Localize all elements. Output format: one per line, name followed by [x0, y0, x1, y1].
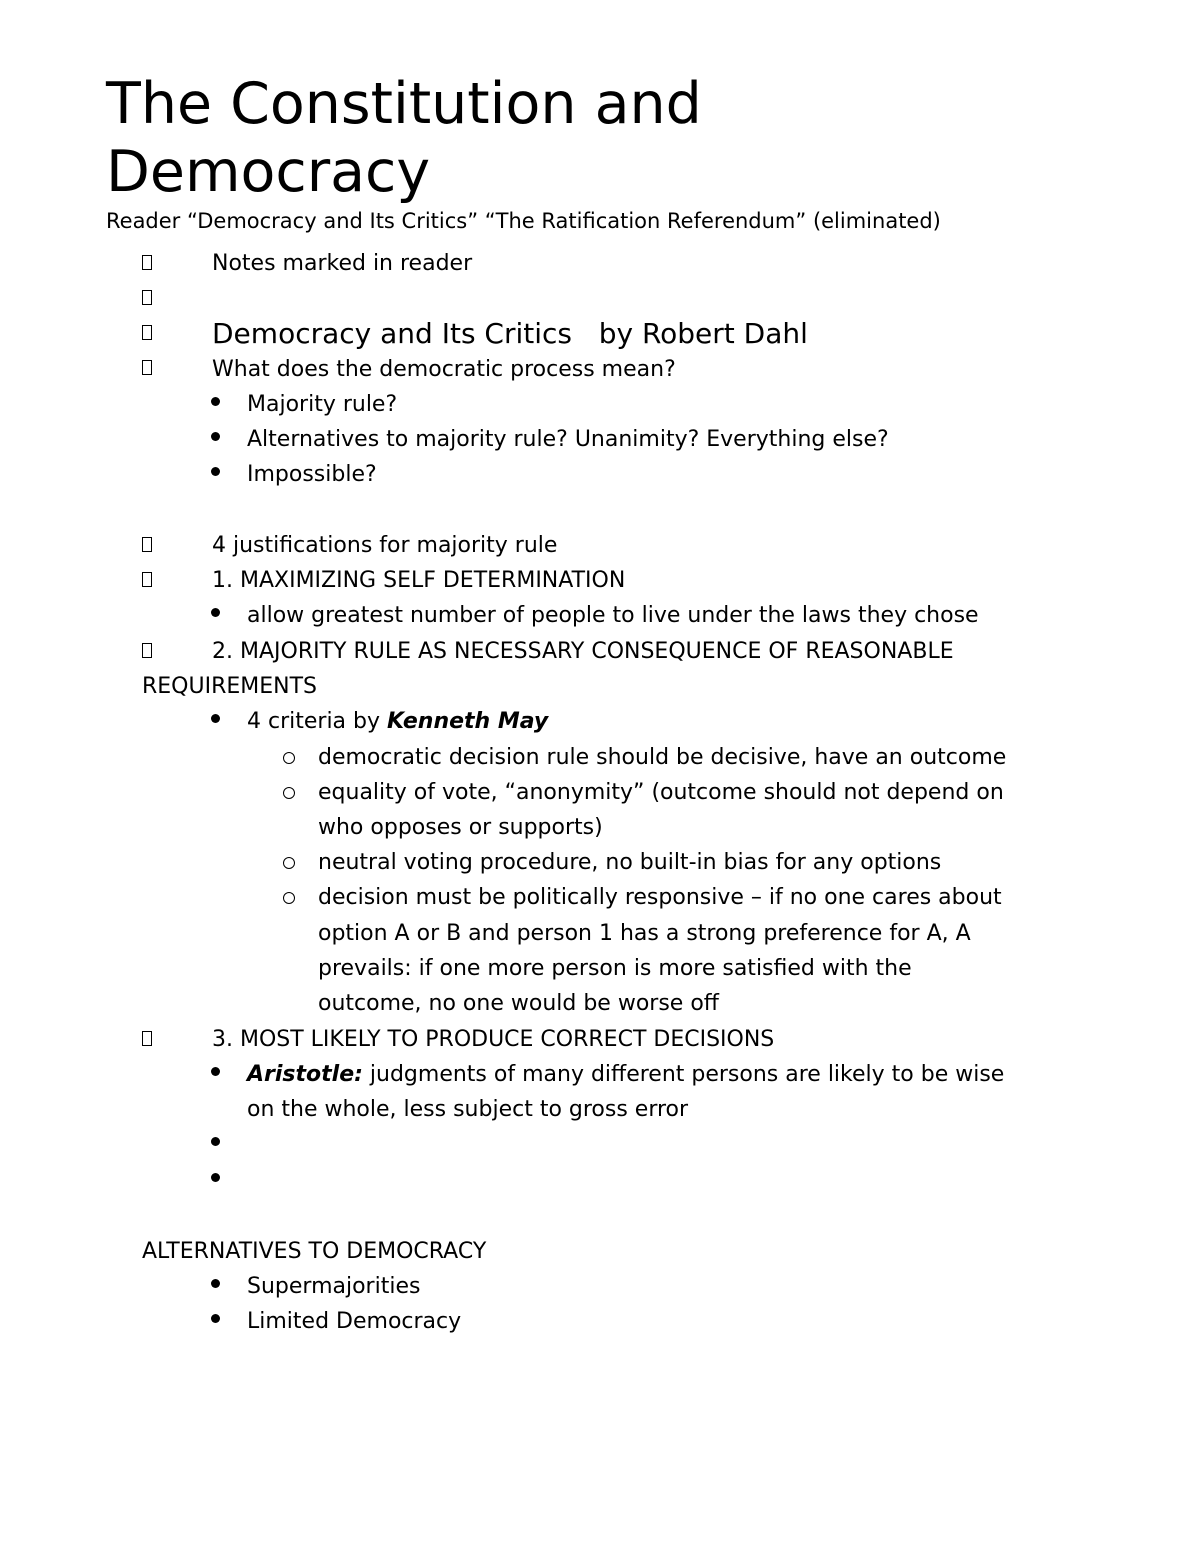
justification-3: 3. MOST LIKELY TO PRODUCE CORRECT DECISIONS [212, 1027, 775, 1052]
criterion-2-line-1: equality of vote, “anonymity” (outcome should not depend on [318, 780, 1004, 805]
criterion-2-line-2: who opposes or supports) [318, 815, 603, 840]
criterion-3: neutral voting procedure, no built-in bias for any options [318, 850, 942, 875]
bullet-icon [211, 1067, 220, 1076]
list-item: allow greatest number of people to live under the laws they chose [247, 603, 979, 628]
circle-bullet-icon [283, 752, 295, 764]
aristotle-name: Aristotle: [247, 1062, 363, 1087]
list-item: Supermajorities [247, 1274, 421, 1299]
list-item [247, 1057, 1004, 1092]
justification-2-line-2: REQUIREMENTS [142, 674, 318, 699]
bullet-icon [211, 1137, 220, 1146]
bullet-icon [211, 608, 220, 617]
missing-glyph-bullet-icon [142, 643, 152, 658]
list-item: Majority rule? [247, 392, 398, 417]
criterion-4-line-2: option A or B and person 1 has a strong preference for A, A [318, 921, 971, 946]
missing-glyph-bullet-icon [142, 360, 152, 375]
aristotle-text-line-2: on the whole, less subject to gross error [247, 1097, 689, 1122]
missing-glyph-bullet-icon [142, 1031, 152, 1046]
list-item: Alternatives to majority rule? Unanimity? Everything else? [247, 427, 889, 452]
circle-bullet-icon [283, 787, 295, 799]
document-subtitle: Reader “Democracy and Its Critics” “The Ratification Referendum” (eliminated) [106, 209, 941, 233]
list-item [247, 704, 548, 739]
notes-marked-text: Notes marked in reader [212, 251, 473, 276]
document-title: The Constitution and Democracy [106, 71, 702, 205]
criterion-4-line-4: outcome, no one would be worse off [318, 991, 719, 1016]
bullet-icon [211, 397, 220, 406]
section-heading: Democracy and Its Critics by Robert Dahl [212, 317, 808, 350]
circle-bullet-icon [283, 857, 295, 869]
alternatives-heading: ALTERNATIVES TO DEMOCRACY [142, 1239, 487, 1264]
missing-glyph-bullet-icon [142, 255, 152, 270]
justification-1: 1. MAXIMIZING SELF DETERMINATION [212, 568, 626, 593]
kenneth-may-name: Kenneth May [387, 709, 549, 734]
circle-bullet-icon [283, 892, 295, 904]
bullet-icon [211, 1314, 220, 1323]
bullet-icon [211, 714, 220, 723]
justification-2-line-1: 2. MAJORITY RULE AS NECESSARY CONSEQUENCE OF REASONABLE [212, 639, 954, 664]
list-item: Limited Democracy [247, 1309, 462, 1334]
criterion-4-line-1: decision must be politically responsive – if no one cares about [318, 885, 1002, 910]
missing-glyph-bullet-icon [142, 537, 152, 552]
criterion-1: democratic decision rule should be decisive, have an outcome [318, 745, 1007, 770]
bullet-icon [211, 432, 220, 441]
aristotle-text: judgments of many different persons are likely to be wise [362, 1062, 1005, 1087]
bullet-icon [211, 1173, 220, 1182]
list-item: Impossible? [247, 462, 377, 487]
question-text: What does the democratic process mean? [212, 357, 676, 382]
missing-glyph-bullet-icon [142, 572, 152, 587]
justifications-text: 4 justifications for majority rule [212, 533, 558, 558]
bullet-icon [211, 467, 220, 476]
missing-glyph-bullet-icon [142, 290, 152, 305]
criterion-4-line-3: prevails: if one more person is more satisfied with the [318, 956, 912, 981]
missing-glyph-bullet-icon [142, 325, 152, 340]
criteria-prefix: 4 criteria by [247, 709, 388, 734]
bullet-icon [211, 1279, 220, 1288]
